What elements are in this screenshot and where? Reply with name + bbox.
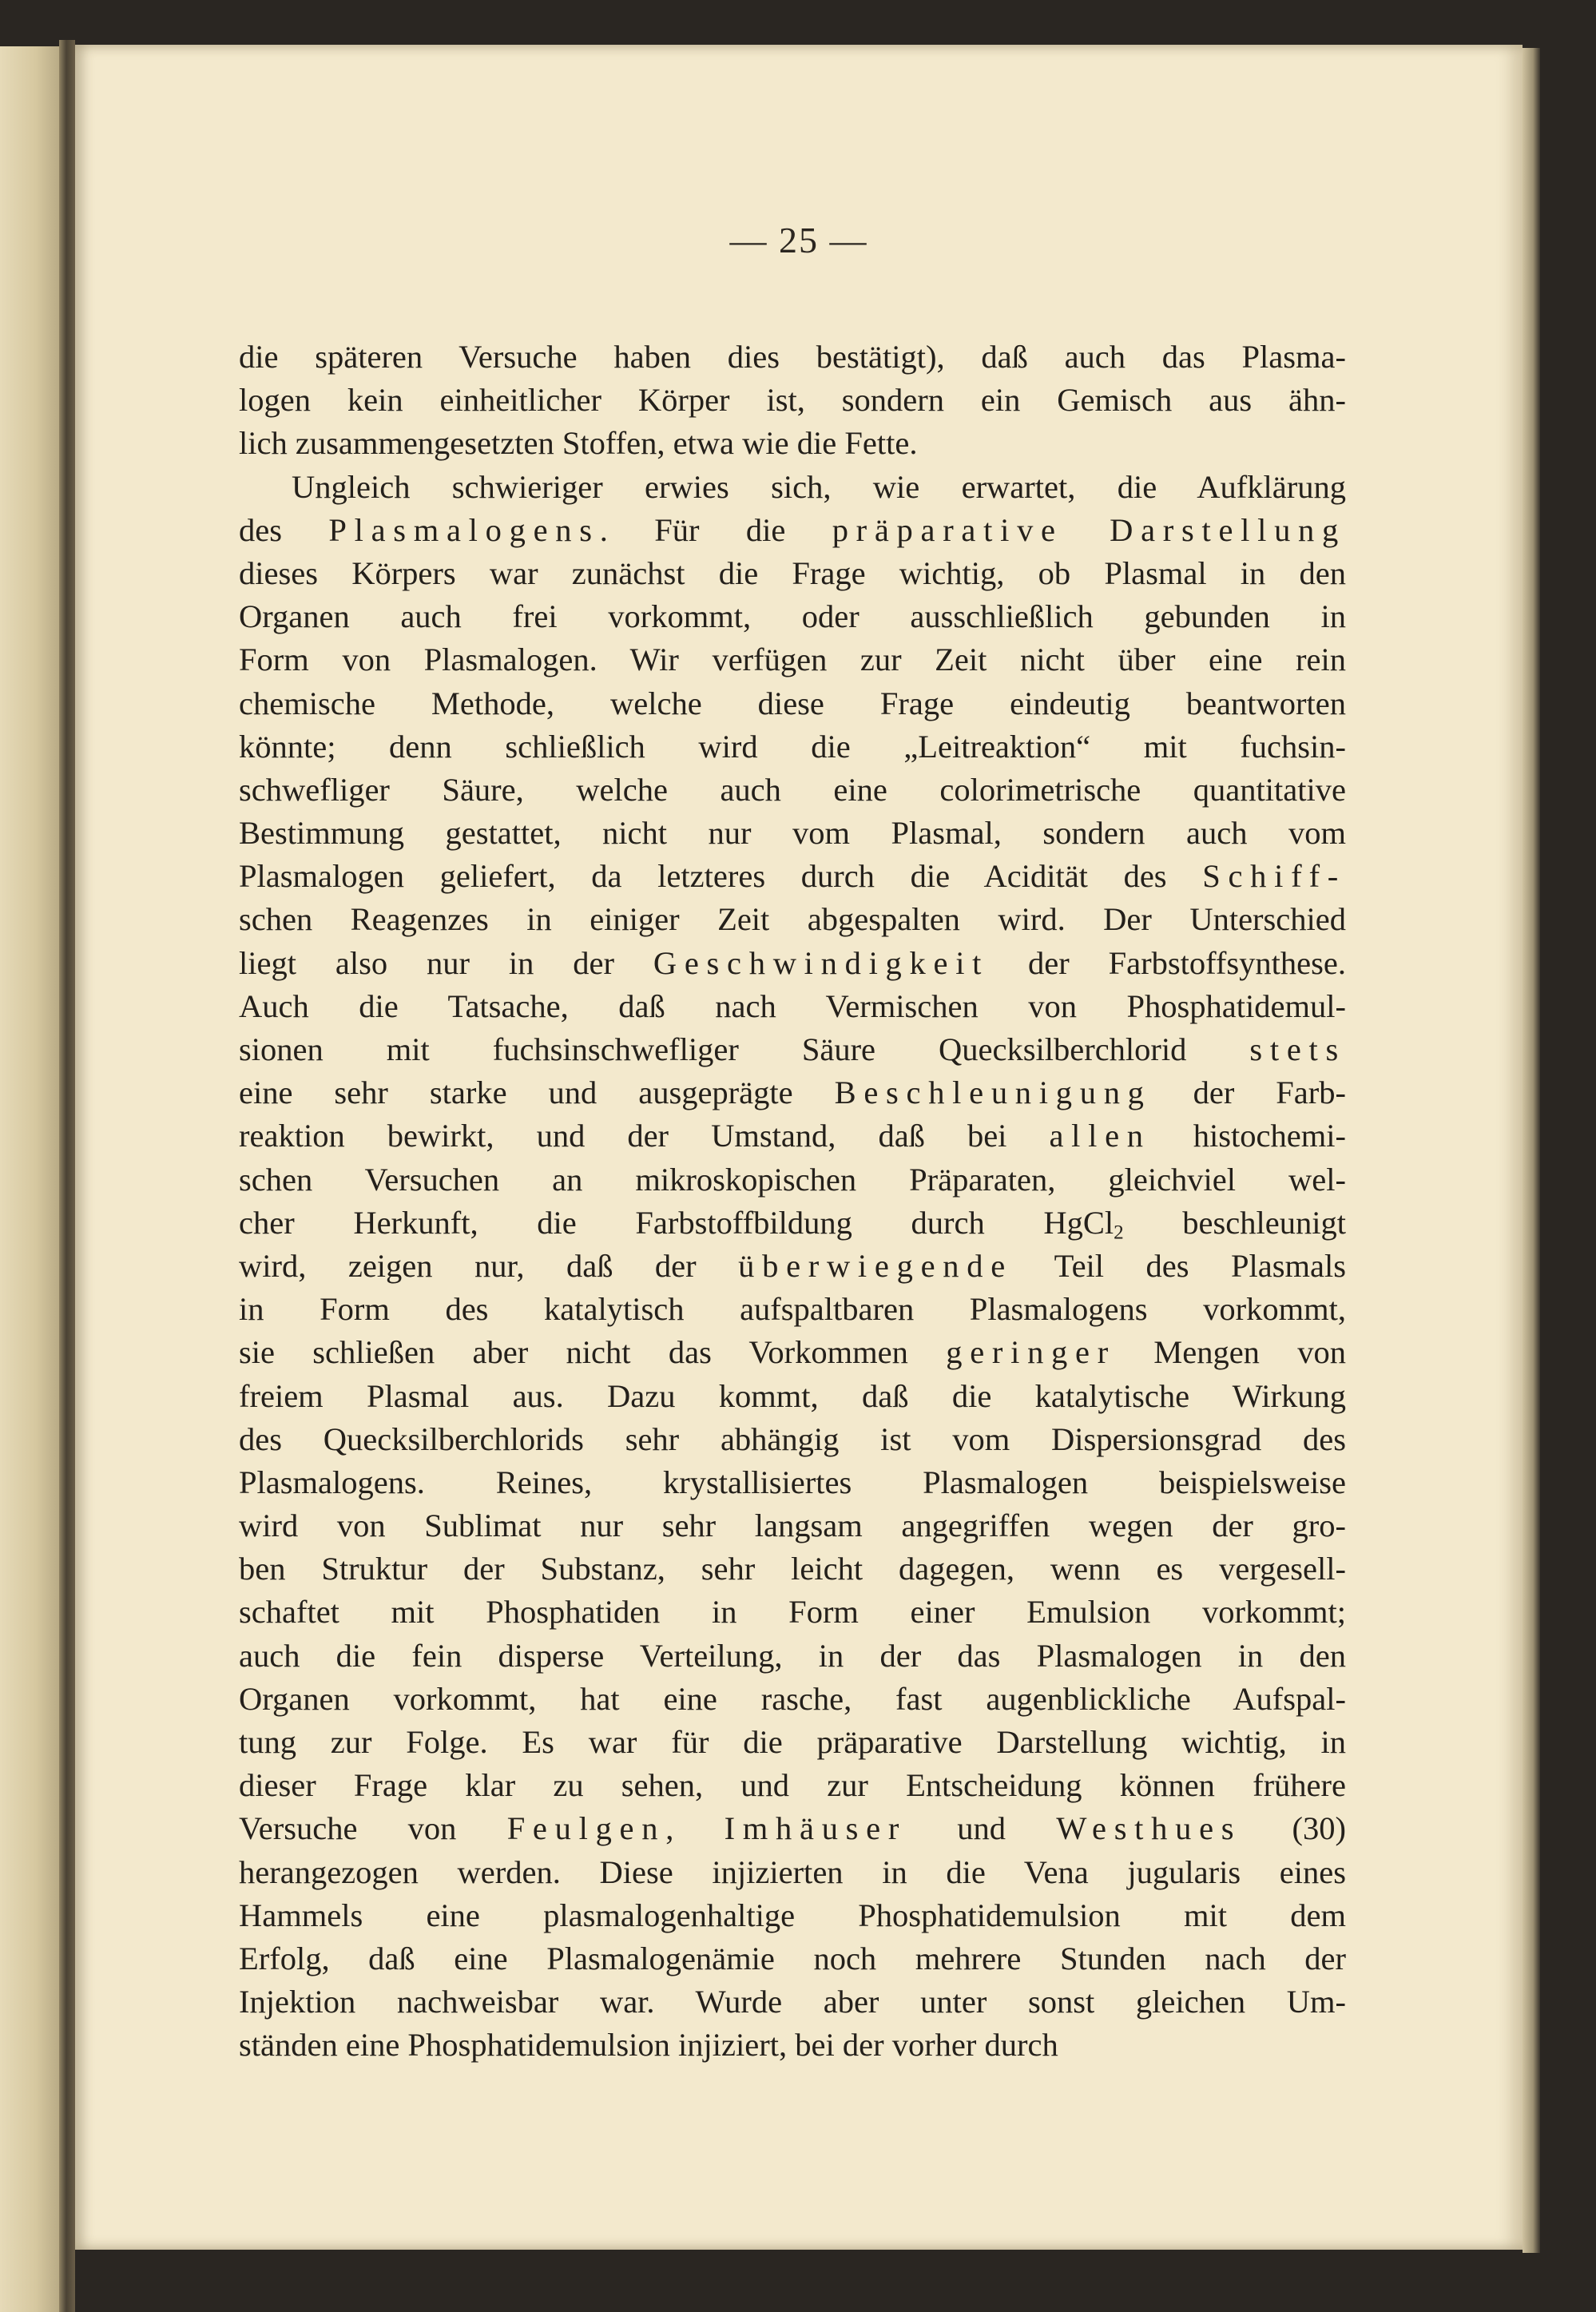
body-text bbox=[239, 336, 1346, 2068]
text-line bbox=[239, 1158, 1346, 1202]
text-run: könnte; denn schließlich wird die „Leitreaktion“ mit fuchsin- bbox=[239, 728, 1346, 765]
text-line bbox=[239, 1980, 1346, 2024]
text-line bbox=[239, 595, 1346, 638]
page-number: — 25 — bbox=[729, 220, 868, 260]
spaced-emphasis: Beschleunigung bbox=[834, 1075, 1152, 1111]
text-line bbox=[239, 898, 1346, 941]
text-run: Ungleich schwieriger erwies sich, wie erwartet, die Aufklärung bbox=[292, 468, 1346, 505]
text-run: tung zur Folge. Es war für die präparative Darstellung wichtig, in bbox=[239, 1724, 1346, 1760]
text-line bbox=[239, 769, 1346, 812]
text-run: Organen auch frei vorkommt, oder ausschließlich gebunden in bbox=[239, 598, 1346, 635]
text-run: des Quecksilberchlorids sehr abhängig ist vom Dispersionsgrad des bbox=[239, 1420, 1346, 1457]
text-run: der Farb- bbox=[1151, 1075, 1346, 1111]
text-run: Versuche von bbox=[239, 1810, 507, 1847]
text-run: eine sehr starke und ausgeprägte bbox=[239, 1075, 835, 1111]
spaced-emphasis: präparative bbox=[832, 511, 1063, 548]
text-line bbox=[239, 855, 1346, 898]
text-line bbox=[239, 1461, 1346, 1504]
book-page bbox=[75, 45, 1523, 2250]
text-line bbox=[239, 422, 1346, 465]
text-run: Organen vorkommt, hat eine rasche, fast augenblickliche Aufspal- bbox=[239, 1680, 1346, 1717]
text-line bbox=[239, 1028, 1346, 1071]
text-run: sionen mit fuchsinschwefliger Säure Quecksilberchlorid bbox=[239, 1031, 1250, 1067]
text-line bbox=[239, 942, 1346, 985]
text-run: schen Versuchen an mikroskopischen Präparaten, gleichviel wel- bbox=[239, 1161, 1346, 1198]
text-line bbox=[239, 1375, 1346, 1418]
text-run: auch die fein disperse Verteilung, in der das Plasmalogen in den bbox=[239, 1637, 1346, 1674]
text-run: Plasmalogens. Reines, krystallisiertes Plasmalogen beispielsweise bbox=[239, 1464, 1346, 1500]
text-run: liegt also nur in der bbox=[239, 944, 653, 981]
facing-page-edge bbox=[0, 46, 59, 2312]
text-run: Erfolg, daß eine Plasmalogenämie noch mehrere Stunden nach der bbox=[239, 1940, 1346, 1976]
text-run: und bbox=[907, 1810, 1057, 1847]
spaced-emphasis: überwiegende bbox=[738, 1247, 1013, 1284]
text-run: in Form des katalytisch aufspaltbaren Plasmalogens vorkommt, bbox=[239, 1291, 1346, 1328]
text-run: der Farbstoffsynthese. bbox=[989, 944, 1346, 981]
text-run: (30) bbox=[1241, 1810, 1346, 1847]
spaced-emphasis: Schiff- bbox=[1202, 858, 1346, 895]
text-line bbox=[239, 552, 1346, 595]
text-run: schwefliger Säure, welche auch eine colorimetrische quantitative bbox=[239, 771, 1346, 808]
text-run: logen kein einheitlicher Körper ist, sondern ein Gemisch aus ähn- bbox=[239, 382, 1346, 419]
text-line bbox=[239, 1764, 1346, 1807]
text-run: histochemi- bbox=[1150, 1118, 1346, 1154]
spaced-emphasis: stets bbox=[1249, 1031, 1346, 1067]
text-line bbox=[239, 1288, 1346, 1331]
text-run: Bestimmung gestattet, nicht nur vom Plasmal, sondern auch vom bbox=[239, 815, 1346, 852]
subscript: 2 bbox=[1114, 1222, 1124, 1244]
text-run: Hammels eine plasmalogenhaltige Phosphatidemulsion mit dem bbox=[239, 1897, 1346, 1933]
text-run: des bbox=[239, 511, 329, 548]
text-run: freiem Plasmal aus. Dazu kommt, daß die katalytische Wirkung bbox=[239, 1377, 1346, 1414]
text-run: wird von Sublimat nur sehr langsam angegriffen wegen der gro- bbox=[239, 1508, 1346, 1544]
spaced-emphasis: geringer bbox=[946, 1334, 1116, 1371]
text-run: schaftet mit Phosphatiden in Form einer Emulsion vorkommt; bbox=[239, 1594, 1346, 1631]
text-line bbox=[239, 1114, 1346, 1158]
text-run: ben Struktur der Substanz, sehr leicht dagegen, wenn es vergesell- bbox=[239, 1551, 1346, 1587]
text-line bbox=[239, 985, 1346, 1028]
text-run: ständen eine Phosphatidemulsion injiziert, bei der vorher durch bbox=[239, 2027, 1058, 2064]
text-line bbox=[239, 1721, 1346, 1764]
text-line bbox=[239, 1894, 1346, 1937]
text-run: chemische Methode, welche diese Frage eindeutig beantworten bbox=[239, 685, 1346, 721]
text-line bbox=[239, 1418, 1346, 1461]
text-run: Injektion nachweisbar war. Wurde aber unter sonst gleichen Um- bbox=[239, 1984, 1346, 2020]
text-run: Teil des Plasmals bbox=[1012, 1247, 1346, 1284]
text-line bbox=[239, 638, 1346, 681]
spaced-emphasis: Westhues bbox=[1056, 1810, 1242, 1847]
spaced-emphasis: allen bbox=[1049, 1118, 1151, 1154]
text-run: Auch die Tatsache, daß nach Vermischen von Phosphatidemul- bbox=[239, 987, 1346, 1024]
text-line bbox=[239, 336, 1346, 379]
text-run: dieser Frage klar zu sehen, und zur Entscheidung können frühere bbox=[239, 1767, 1346, 1804]
text-line bbox=[239, 1635, 1346, 1678]
text-run: sie schließen aber nicht das Vorkommen bbox=[239, 1334, 947, 1371]
spaced-emphasis: Imhäuser bbox=[724, 1810, 907, 1847]
text-run: Form von Plasmalogen. Wir verfügen zur Zeit nicht über eine rein bbox=[239, 642, 1346, 678]
text-run: reaktion bewirkt, und der Umstand, daß bei bbox=[239, 1118, 1050, 1154]
text-line bbox=[239, 1071, 1346, 1114]
text-run: herangezogen werden. Diese injizierten in die Vena jugularis eines bbox=[239, 1853, 1346, 1890]
text-line bbox=[239, 725, 1346, 769]
text-run: . Für die bbox=[599, 511, 832, 548]
spaced-emphasis: Geschwindigkeit bbox=[653, 944, 990, 981]
text-line bbox=[239, 1937, 1346, 1980]
text-run: Plasmalogen geliefert, da letzteres durch die Acidität des bbox=[239, 858, 1203, 895]
spaced-emphasis: Feulgen bbox=[506, 1810, 666, 1847]
text-line bbox=[239, 509, 1346, 552]
text-run: beschleunigt bbox=[1123, 1204, 1346, 1241]
text-run: schen Reagenzes in einiger Zeit abgespalten wird. Der Unterschied bbox=[239, 901, 1346, 938]
text-run: die späteren Versuche haben dies bestätigt), daß auch das Plasma- bbox=[239, 339, 1346, 375]
text-run: dieses Körpers war zunächst die Frage wichtig, ob Plasmal in den bbox=[239, 554, 1346, 591]
text-run: Mengen von bbox=[1115, 1334, 1346, 1371]
text-run bbox=[1063, 512, 1110, 548]
spaced-emphasis: Plasmalogens bbox=[328, 511, 600, 548]
text-line bbox=[239, 1807, 1346, 1850]
spaced-emphasis: Darstellung bbox=[1110, 511, 1346, 548]
text-line bbox=[239, 1678, 1346, 1721]
text-run: , bbox=[665, 1810, 725, 1847]
page-stack-edge bbox=[1523, 48, 1540, 2253]
text-line bbox=[239, 1851, 1346, 1894]
text-run: lich zusammengesetzten Stoffen, etwa wie die Fette. bbox=[239, 425, 918, 462]
text-line bbox=[239, 812, 1346, 855]
text-line bbox=[239, 1245, 1346, 1288]
text-line bbox=[239, 379, 1346, 422]
text-line bbox=[239, 682, 1346, 725]
book-gutter bbox=[59, 40, 75, 2312]
text-line bbox=[239, 2024, 1346, 2067]
text-line bbox=[239, 1331, 1346, 1374]
text-line bbox=[239, 1591, 1346, 1634]
text-run: wird, zeigen nur, daß der bbox=[239, 1247, 739, 1284]
text-line bbox=[239, 1504, 1346, 1547]
text-line bbox=[239, 1547, 1346, 1591]
text-line bbox=[239, 466, 1346, 509]
text-line bbox=[239, 1202, 1346, 1245]
text-run: cher Herkunft, die Farbstoffbildung durch HgCl bbox=[239, 1204, 1114, 1241]
